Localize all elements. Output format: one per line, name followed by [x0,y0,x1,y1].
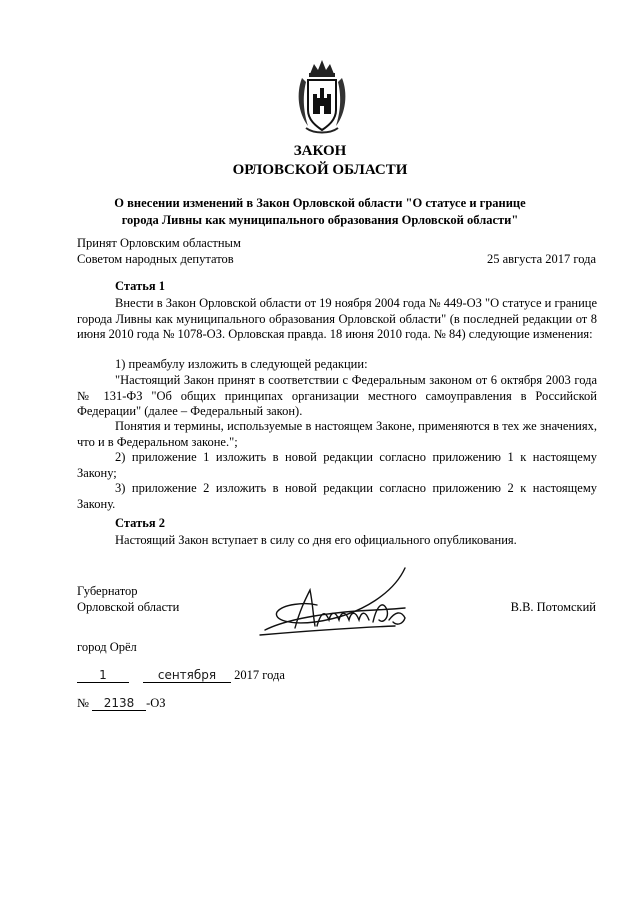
article1-heading: Статья 1 [115,279,165,293]
number-value: 2138 [92,696,146,711]
number-prefix: № [77,696,89,710]
date-year: 2017 года [234,668,285,682]
article1-quote2: Понятия и термины, используемые в настоящем Законе, применяются в тех же значениях, что и в Федеральном законе."; [77,419,597,449]
adoption-date: 25 августа 2017 года [486,252,596,266]
article2-text: Настоящий Закон вступает в силу со дня его официального опубликования. [115,533,517,547]
article1-quote1: "Настоящий Закон принят в соответствии с Федеральным законом от 6 октября 2003 года № 131-ФЗ "Об общих принципах организации местного самоуправления в Российской Федерации" (далее – Федеральный закон). [77,373,597,418]
article1-item3: 3) приложение 2 изложить в новой редакции согласно приложению 2 к настоящему Закону. [77,481,597,511]
article1-item2: 2) приложение 1 изложить в новой редакции согласно приложению 1 к настоящему Закону; [77,450,597,480]
number-suffix: -ОЗ [146,696,166,710]
article2-heading: Статья 2 [115,516,165,530]
article1-item1: 1) преамбулу изложить в следующей редакции: [115,357,368,371]
coat-of-arms-emblem [296,58,348,136]
signing-date [77,668,285,683]
city-name: город Орёл [77,640,137,654]
date-day: 1 [77,668,129,683]
law-region-title: ОРЛОВСКОЙ ОБЛАСТИ [232,162,408,178]
article1-intro: Внести в Закон Орловской области от 19 ноября 2004 года № 449-ОЗ "О статусе и границе города Ливны как муниципального образования Орловской области" (в последней редакции от 8 июня 2010 года № 1078-ОЗ. Орловская правда. 18 июня 2010 года. № 84) следующие изменения: [77,296,597,341]
law-subtitle-line1: О внесении изменений в Закон Орловской области "О статусе и границе [114,196,526,210]
date-month: сентября [143,668,231,683]
law-title: ЗАКОН [293,143,347,159]
signatory-position-line1: Губернатор [77,584,138,598]
law-subtitle-line2: города Ливны как муниципального образования Орловской области" [121,213,519,227]
adoption-line1: Принят Орловским областным [77,236,241,250]
handwritten-signature [255,560,425,650]
signatory-position-line2: Орловской области [77,600,180,614]
signatory-name: В.В. Потомский [510,600,596,614]
adoption-line2: Советом народных депутатов [77,252,234,266]
law-number [77,696,166,711]
